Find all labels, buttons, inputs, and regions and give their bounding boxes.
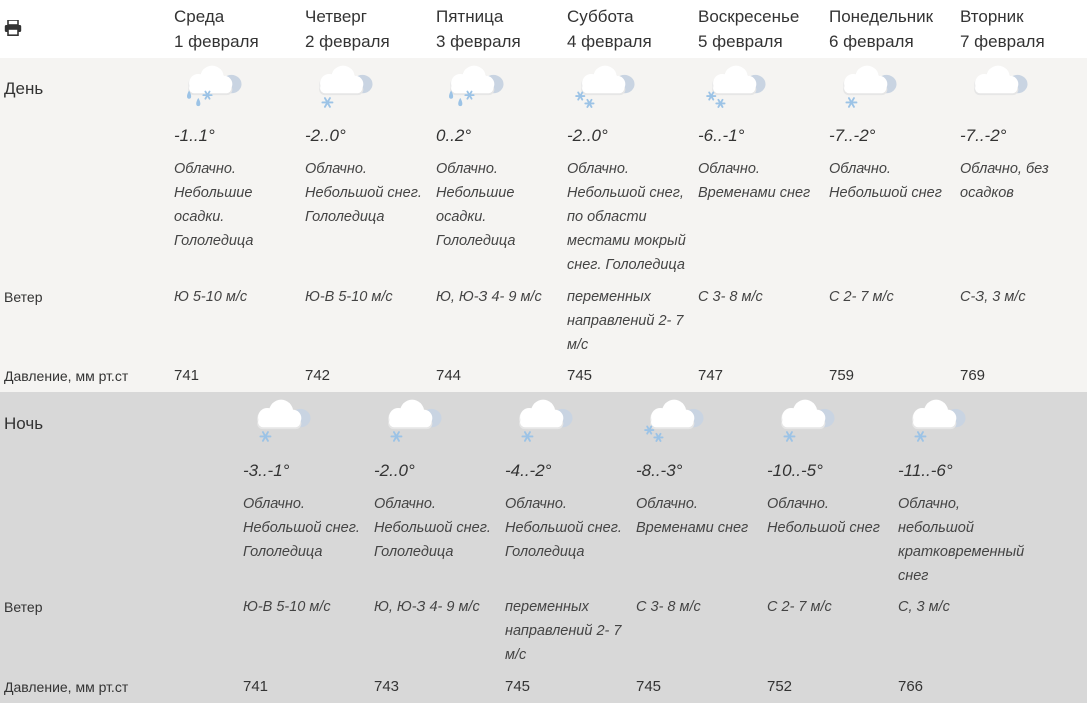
night-temperature: -11..-6° [898, 461, 953, 480]
night-temperature: -10..-5° [767, 461, 823, 480]
header-weekday: Суббота [567, 7, 634, 26]
night-wind: переменных направлений 2- 7 м/с [505, 599, 622, 663]
night-pressure: 745 [505, 678, 531, 695]
day-description: Облачно. Небольшие осадки. Гололедица [174, 161, 254, 249]
day-wind-label: Ветер [4, 289, 43, 305]
cloud-icon [959, 62, 1039, 112]
day-pressure-label: Давление, мм рт.ст [4, 368, 129, 384]
day-temperature: -2..0° [567, 126, 608, 145]
day-temperature: -7..-2° [960, 126, 1007, 145]
day-description: Облачно. Небольшой снег [829, 161, 942, 201]
day-description: Облачно, без осадков [960, 161, 1049, 201]
night-description: Облачно, небольшой кратковременный снег [898, 496, 1025, 584]
night-temperature: -3..-1° [243, 461, 290, 480]
cloud-light-snow-icon [766, 396, 846, 446]
night-wind: Ю-В 5-10 м/с [243, 599, 331, 615]
day-description: Облачно. Небольшой снег. Гололедица [305, 161, 422, 225]
header-date: 7 февраля [960, 32, 1045, 51]
day-wind: Ю-В 5-10 м/с [305, 289, 393, 305]
cloud-rain-snow-icon [435, 62, 515, 112]
header-day [960, 4, 1086, 54]
day-pressure: 742 [305, 367, 331, 384]
header-weekday: Пятница [436, 7, 504, 26]
night-description: Облачно. Небольшой снег. Гололедица [374, 496, 491, 560]
header-weekday: Понедельник [829, 7, 934, 26]
night-description: Облачно. Небольшой снег. Гололедица [505, 496, 622, 560]
night-temperature: -4..-2° [505, 461, 552, 480]
header-date: 5 февраля [698, 32, 783, 51]
header-day [698, 4, 824, 54]
printer-icon[interactable] [4, 20, 22, 36]
day-section-label: День [4, 79, 44, 98]
night-description: Облачно. Небольшой снег [767, 496, 880, 536]
day-pressure: 744 [436, 367, 462, 384]
night-wind: Ю, Ю-З 4- 9 м/с [374, 599, 480, 615]
cloud-light-snow-icon [304, 62, 384, 112]
header-date: 3 февраля [436, 32, 521, 51]
cloud-snow-icon [697, 62, 777, 112]
day-description: Облачно. Временами снег [698, 161, 811, 201]
header-day [305, 4, 431, 54]
header-weekday: Вторник [960, 7, 1024, 26]
day-temperature: -1..1° [174, 126, 215, 145]
day-temperature: 0..2° [436, 126, 472, 145]
day-pressure: 745 [567, 367, 593, 384]
cloud-light-snow-icon [897, 396, 977, 446]
cloud-light-snow-icon [504, 396, 584, 446]
header-day [436, 4, 562, 54]
day-temperature: -6..-1° [698, 126, 745, 145]
day-description: Облачно. Небольшие осадки. Гололедица [436, 161, 516, 249]
header-weekday: Среда [174, 7, 225, 26]
header-day [829, 4, 955, 54]
header-day [174, 4, 300, 54]
cloud-light-snow-icon [373, 396, 453, 446]
night-pressure: 741 [243, 678, 269, 695]
header-weekday: Четверг [305, 7, 367, 26]
cloud-snow-icon [635, 396, 715, 446]
night-temperature: -8..-3° [636, 461, 683, 480]
night-pressure: 743 [374, 678, 400, 695]
day-description: Облачно. Небольшой снег, по области местами мокрый снег. Гололедица [567, 161, 686, 273]
night-pressure: 752 [767, 678, 793, 695]
day-pressure: 769 [960, 367, 986, 384]
night-wind: С, 3 м/с [898, 599, 950, 615]
header-date: 6 февраля [829, 32, 914, 51]
day-wind: С-З, 3 м/с [960, 289, 1026, 305]
day-pressure: 759 [829, 367, 855, 384]
night-wind: С 2- 7 м/с [767, 599, 832, 615]
header-day [567, 4, 693, 54]
day-pressure: 741 [174, 367, 200, 384]
cloud-light-snow-icon [828, 62, 908, 112]
night-section-label: Ночь [4, 414, 44, 433]
header-date: 1 февраля [174, 32, 259, 51]
day-wind: Ю, Ю-З 4- 9 м/с [436, 289, 542, 305]
day-wind: С 2- 7 м/с [829, 289, 894, 305]
night-description: Облачно. Небольшой снег. Гололедица [243, 496, 360, 560]
cloud-light-snow-icon [242, 396, 322, 446]
night-wind: С 3- 8 м/с [636, 599, 701, 615]
header-date: 2 февраля [305, 32, 390, 51]
cloud-rain-snow-icon [173, 62, 253, 112]
day-pressure: 747 [698, 367, 724, 384]
header-date: 4 февраля [567, 32, 652, 51]
cloud-snow-icon [566, 62, 646, 112]
header-weekday: Воскресенье [698, 7, 800, 26]
day-temperature: -7..-2° [829, 126, 876, 145]
night-pressure: 745 [636, 678, 662, 695]
night-description: Облачно. Временами снег [636, 496, 749, 536]
day-wind: переменных направлений 2- 7 м/с [567, 289, 684, 353]
day-wind: Ю 5-10 м/с [174, 289, 248, 305]
night-temperature: -2..0° [374, 461, 415, 480]
night-pressure: 766 [898, 678, 924, 695]
day-temperature: -2..0° [305, 126, 346, 145]
night-wind-label: Ветер [4, 599, 43, 615]
day-wind: С 3- 8 м/с [698, 289, 763, 305]
night-pressure-label: Давление, мм рт.ст [4, 679, 129, 695]
